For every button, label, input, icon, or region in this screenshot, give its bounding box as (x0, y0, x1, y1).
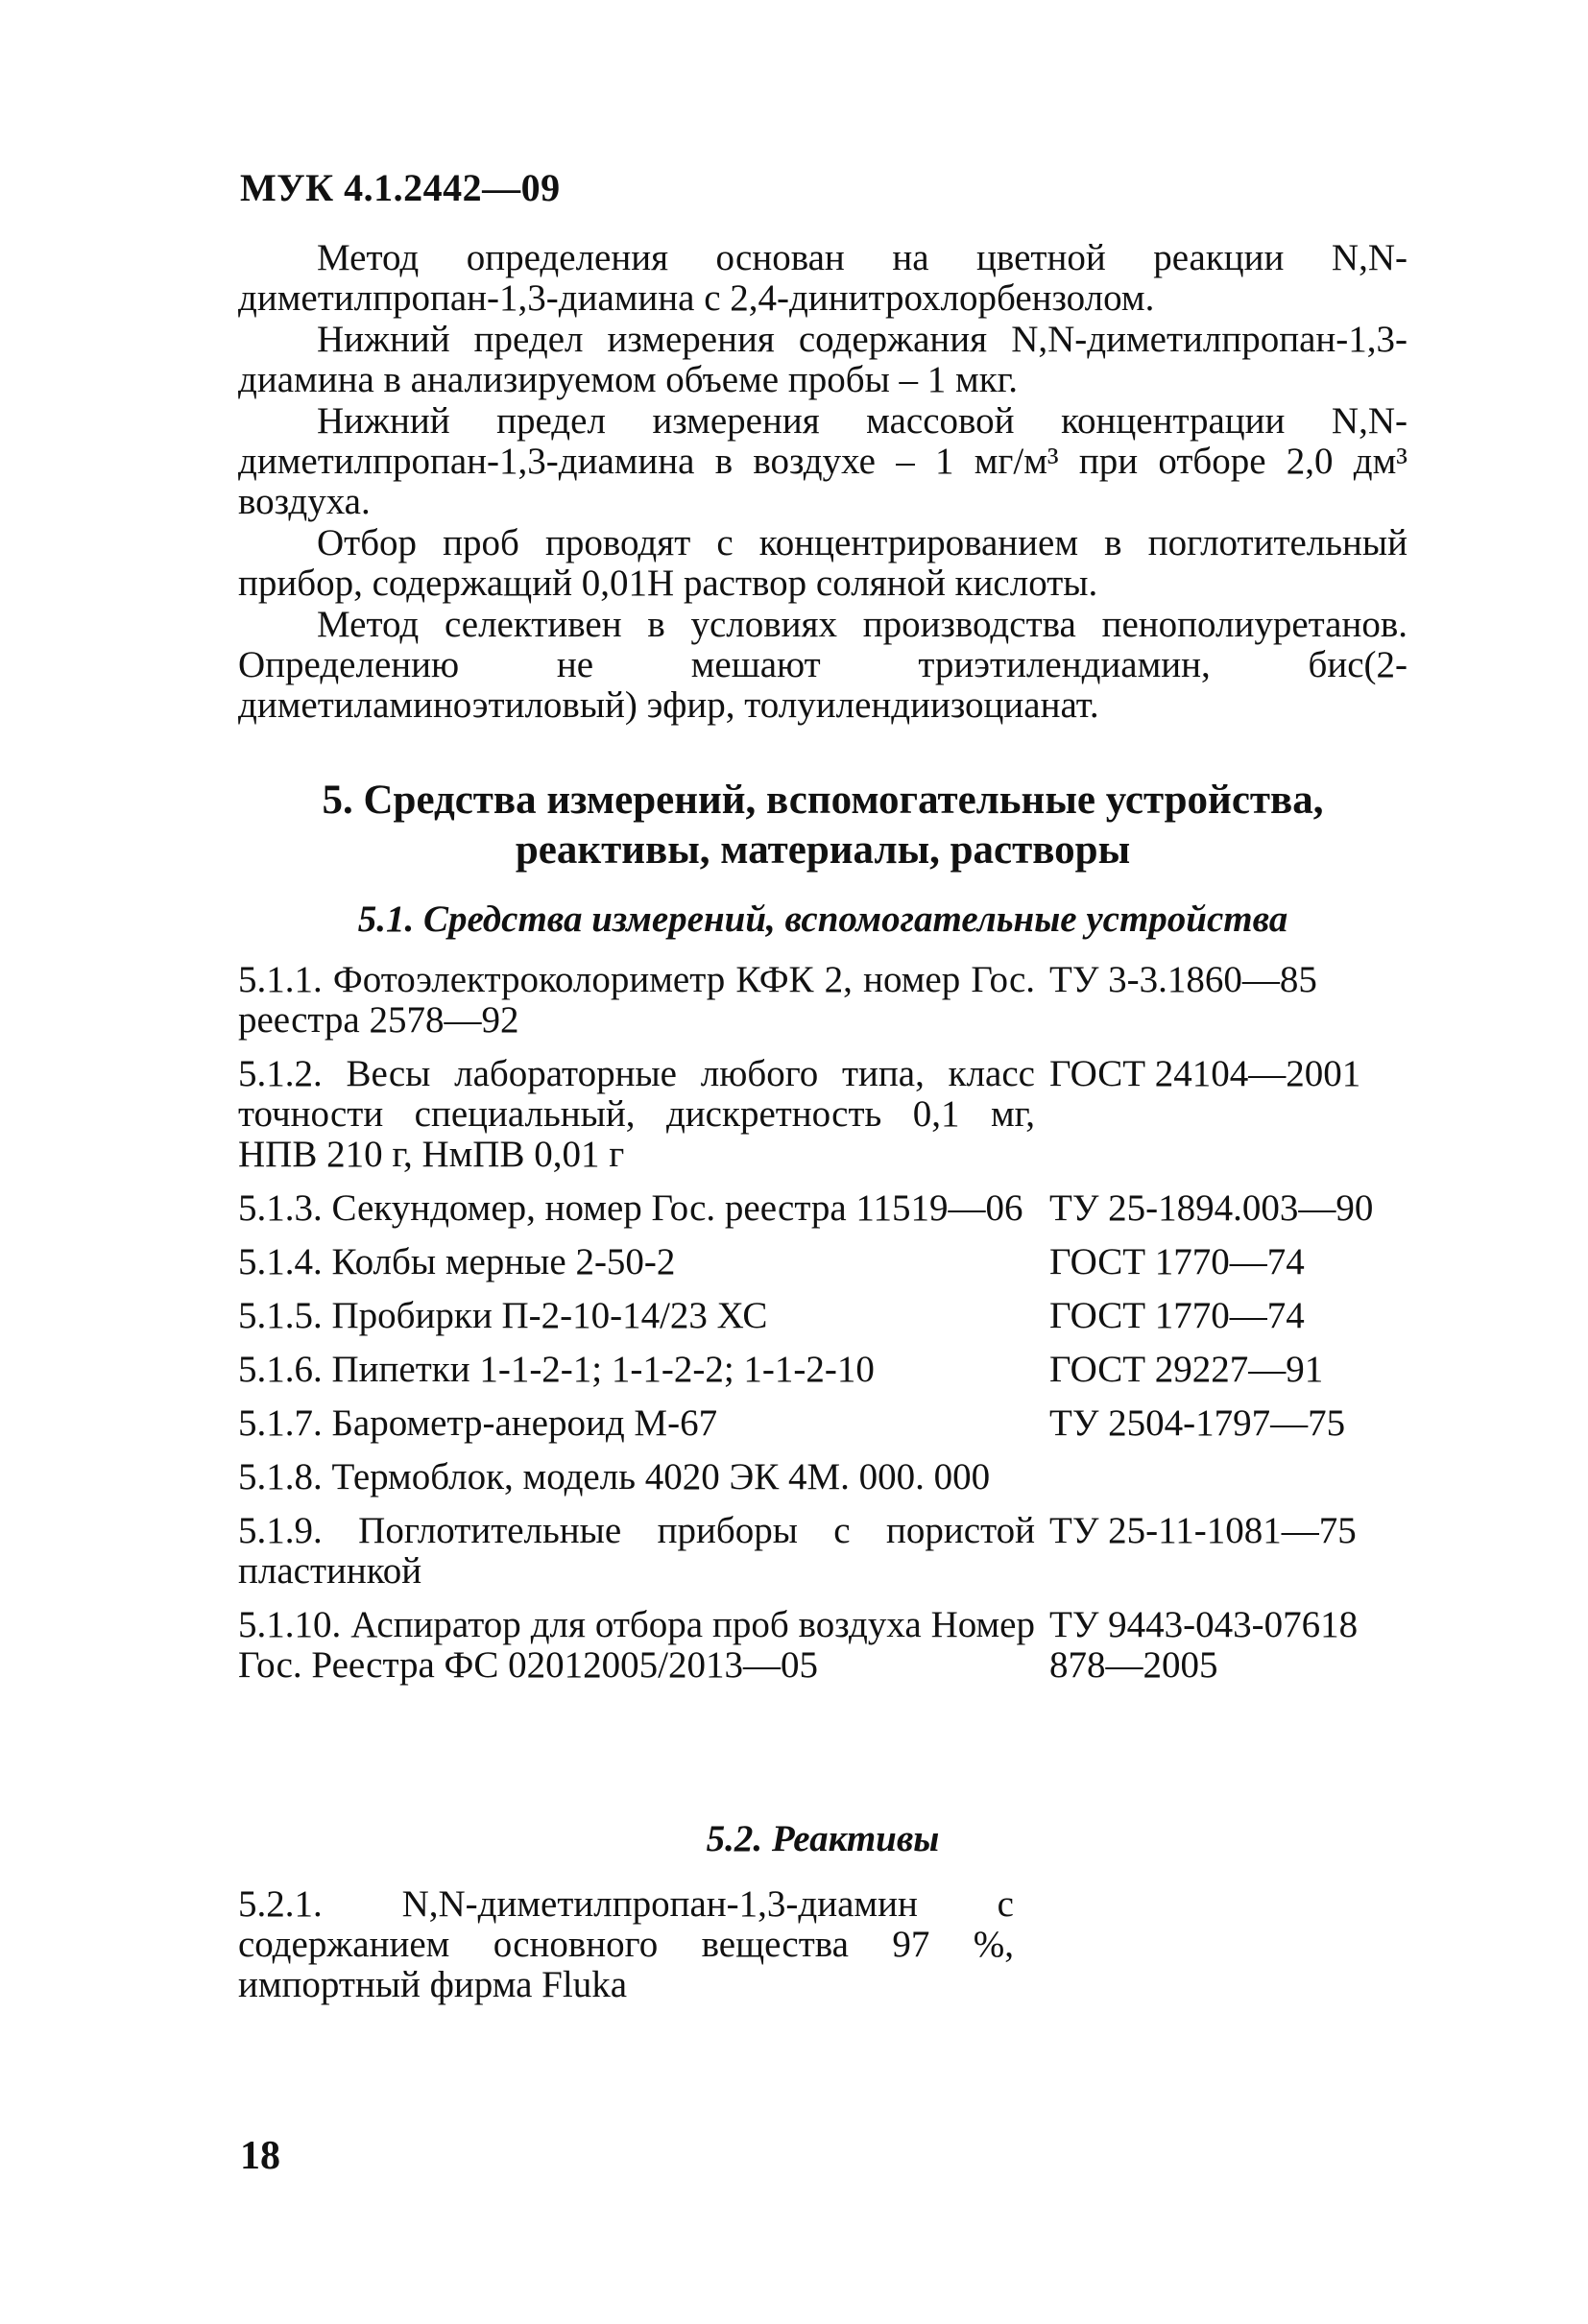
section-title (238, 776, 1408, 875)
page-number: 18 (240, 2134, 280, 2178)
item-standard: ГОСТ 1770—74 (1049, 1241, 1305, 1282)
item-description: 5.1.3. Секундомер, номер Гос. реестра 11519—06 (238, 1187, 1023, 1229)
section-title-line: 5. Средства измерений, вспомогательные устройства, (322, 778, 1324, 823)
item-description: 5.1.9. Поглотительные приборы с пористой пластинкой (238, 1510, 1035, 1592)
list-item (238, 1403, 1408, 1444)
list-item (238, 960, 1408, 1041)
item-standard: ТУ 25-1894.003—90 (1049, 1187, 1374, 1229)
item-description: 5.1.6. Пипетки 1-1-2-1; 1-1-2-2; 1-1-2-10 (238, 1349, 875, 1390)
item-standard: ТУ 2504-1797—75 (1049, 1402, 1346, 1444)
item-description: 5.1.5. Пробирки П-2-10-14/23 ХС (238, 1295, 768, 1336)
intro-paragraph: Метод определения основан на цветной реакции N,N-диметилпропан-1,3-диамина с 2,4-динитрохлорбензолом. (238, 237, 1408, 319)
list-item (238, 1296, 1408, 1336)
intro-paragraph: Нижний предел измерения массовой концентрации N,N-диметилпропан-1,3-диамина в воздухе – 1 мг/м³ при отборе 2,0 дм³ воздуха. (238, 400, 1408, 522)
list-item (238, 1350, 1408, 1390)
item-description: 5.1.1. Фотоэлектроколориметр КФК 2, номер Гос. реестра 2578—92 (238, 959, 1035, 1041)
item-standard: ГОСТ 1770—74 (1049, 1295, 1305, 1336)
item-description: 5.1.2. Весы лабораторные любого типа, класс точности специальный, дискретность 0,1 мг, НПВ 210 г, НмПВ 0,01 г (238, 1053, 1035, 1175)
item-description: 5.1.7. Барометр-анероид М-67 (238, 1402, 718, 1444)
item-standard: ТУ 3-3.1860—85 (1049, 959, 1317, 1000)
intro-text (238, 238, 1408, 727)
item-description: 5.1.8. Термоблок, модель 4020 ЭК 4М. 000. 000 (238, 1456, 991, 1497)
document-header: МУК 4.1.2442—09 (240, 166, 561, 209)
list-item (238, 1054, 1408, 1175)
section-title-line: реактивы, материалы, растворы (515, 827, 1131, 873)
intro-paragraph: Метод селективен в условиях производства пенополиуретанов. Определению не мешают триэтилендиамин, бис(2-диметиламиноэтиловый) эфир, толуилендиизоцианат. (238, 604, 1408, 726)
list-item (238, 1511, 1408, 1592)
subsection-title-reagents: 5.2. Реактивы (706, 1818, 940, 1859)
item-standard: ГОСТ 29227—91 (1049, 1349, 1324, 1390)
instruments-list (238, 960, 1408, 1699)
item-standard: ТУ 25-11-1081—75 (1049, 1510, 1357, 1551)
item-description: 5.1.4. Колбы мерные 2-50-2 (238, 1241, 676, 1282)
intro-paragraph: Нижний предел измерения содержания N,N-диметилпропан-1,3-диамина в анализируемом объеме пробы – 1 мкг. (238, 319, 1408, 400)
reagent-item: 5.2.1. N,N-диметилпропан-1,3-диамин с содержанием основного вещества 97 %, импортный фирма Fluka (238, 1883, 1014, 2005)
item-description: 5.1.10. Аспиратор для отбора проб воздуха Номер Гос. Реестра ФС 02012005/2013—05 (238, 1604, 1035, 1686)
item-standard (1049, 1457, 1408, 1497)
list-item (238, 1605, 1408, 1686)
list-item (238, 1242, 1408, 1282)
intro-paragraph: Отбор проб проводят с концентрированием в поглотительный прибор, содержащий 0,01Н раствор соляной кислоты. (238, 522, 1408, 604)
item-standard: ГОСТ 24104—2001 (1049, 1053, 1361, 1094)
list-item (238, 1188, 1408, 1229)
list-item (238, 1457, 1408, 1497)
subsection-title-instruments: 5.1. Средства измерений, вспомогательные устройства (357, 898, 1288, 940)
item-standard: ТУ 9443-043-07618 878—2005 (1049, 1604, 1359, 1686)
